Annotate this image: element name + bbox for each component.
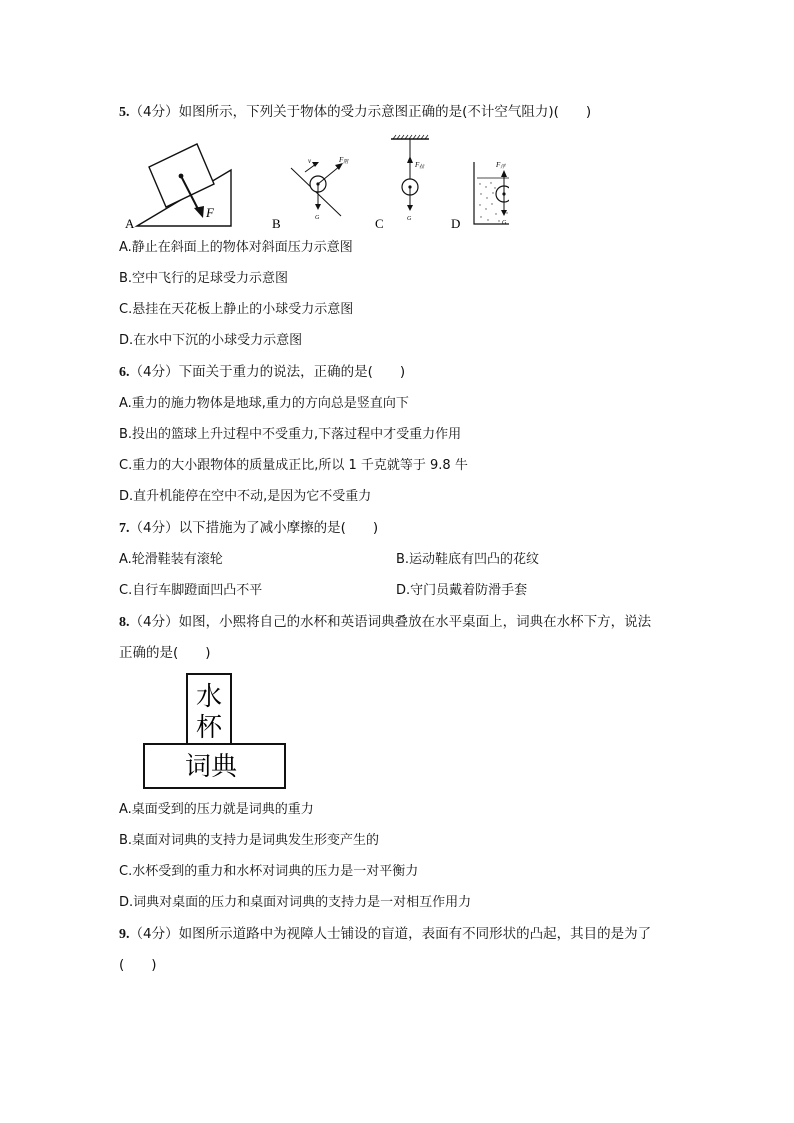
q5-option-c: C.悬挂在天花板上静止的小球受力示意图 — [119, 302, 354, 317]
question-score: （4分） — [129, 104, 179, 120]
question-5-stem — [119, 103, 591, 122]
question-text: 以下措施为了减小摩擦的是( ) — [178, 520, 379, 536]
question-9-stem — [119, 925, 651, 944]
figure-a-incline — [125, 144, 231, 231]
q5-option-a: A.静止在斜面上的物体对斜面压力示意图 — [119, 240, 353, 255]
q6-option-a: A.重力的施力物体是地球,重力的方向总是竖直向下 — [119, 396, 409, 411]
question-score: （4分） — [129, 520, 179, 536]
gravity-label-b: G — [315, 215, 320, 221]
q8-option-c: C.水杯受到的重力和水杯对词典的压力是一对平衡力 — [119, 864, 419, 879]
question-number: 6. — [119, 365, 130, 380]
figure-d-ball-in-water — [451, 161, 509, 231]
figure-label-a: A — [125, 216, 135, 231]
question-number: 7. — [119, 521, 130, 536]
q6-option-d: D.直升机能停在空中不动,是因为它不受重力 — [119, 489, 372, 504]
velocity-label: v — [308, 157, 312, 165]
buoyancy-label: F — [496, 161, 501, 169]
q8-option-a: A.桌面受到的压力就是词典的重力 — [119, 802, 314, 817]
svg-text:F浮 — [495, 161, 506, 170]
figure-c-hanging-ball — [375, 135, 429, 231]
question-score: （4分） — [129, 614, 179, 630]
air-force-label: F — [339, 156, 344, 164]
question-8-stem-continued: 正确的是( ) — [119, 645, 211, 661]
question-number: 9. — [119, 927, 130, 942]
figure-label-c: C — [375, 216, 384, 231]
cup-label-line1: 水 — [195, 682, 223, 712]
q5-force-diagrams-figure — [119, 134, 509, 232]
question-text: 如图所示道路中为视障人士铺设的盲道，表面有不同形状的凸起，其目的是为了 — [178, 926, 652, 942]
air-force-subscript: 阻 — [343, 160, 349, 165]
question-7-stem — [119, 519, 378, 538]
q7-option-c: C.自行车脚蹬面凹凸不平 — [119, 583, 263, 598]
tension-label: F — [415, 161, 420, 169]
figure-b-ball-in-air — [272, 156, 349, 231]
question-score: （4分） — [129, 926, 179, 942]
gravity-label-d: G — [502, 220, 507, 226]
q8-option-b: B.桌面对词典的支持力是词典发生形变产生的 — [119, 833, 380, 848]
q6-option-b: B.投出的篮球上升过程中不受重力,下落过程中才受重力作用 — [119, 427, 462, 442]
q5-option-b: B.空中飞行的足球受力示意图 — [119, 271, 289, 286]
force-f-label: F — [206, 205, 214, 220]
dictionary-label: 词典 — [184, 752, 238, 782]
question-8-stem — [119, 613, 651, 632]
q7-option-d: D.守门员戴着防滑手套 — [396, 583, 528, 598]
tension-subscript: 拉 — [419, 165, 425, 170]
question-score: （4分） — [129, 364, 179, 380]
q8-cup-and-dictionary-figure — [143, 673, 288, 791]
figure-label-d: D — [451, 216, 461, 231]
question-number: 8. — [119, 615, 130, 630]
question-text: 如图所示，下列关于物体的受力示意图正确的是(不计空气阻力)( ) — [178, 104, 592, 120]
q8-option-d: D.词典对桌面的压力和桌面对词典的支持力是一对相互作用力 — [119, 895, 472, 910]
gravity-label-c: G — [407, 216, 412, 222]
q7-option-a: A.轮滑鞋装有滚轮 — [119, 552, 223, 567]
svg-text:F拉 — [414, 161, 425, 170]
question-6-stem — [119, 363, 405, 382]
svg-text:F阻 — [338, 156, 349, 165]
cup-label-line2: 杯 — [195, 713, 223, 743]
q5-option-d: D.在水中下沉的小球受力示意图 — [119, 333, 303, 348]
question-text: 下面关于重力的说法，正确的是( ) — [178, 364, 406, 380]
q7-option-b: B.运动鞋底有凹凸的花纹 — [396, 552, 540, 567]
figure-label-b: B — [272, 216, 281, 231]
question-text: 如图，小熙将自己的水杯和英语词典叠放在水平桌面上，词典在水杯下方，说法 — [178, 614, 652, 630]
question-9-stem-continued: ( ) — [119, 957, 157, 973]
question-number: 5. — [119, 105, 130, 120]
buoyancy-subscript: 浮 — [500, 165, 506, 170]
q6-option-c: C.重力的大小跟物体的质量成正比,所以 1 千克就等于 9.8 牛 — [119, 458, 468, 473]
